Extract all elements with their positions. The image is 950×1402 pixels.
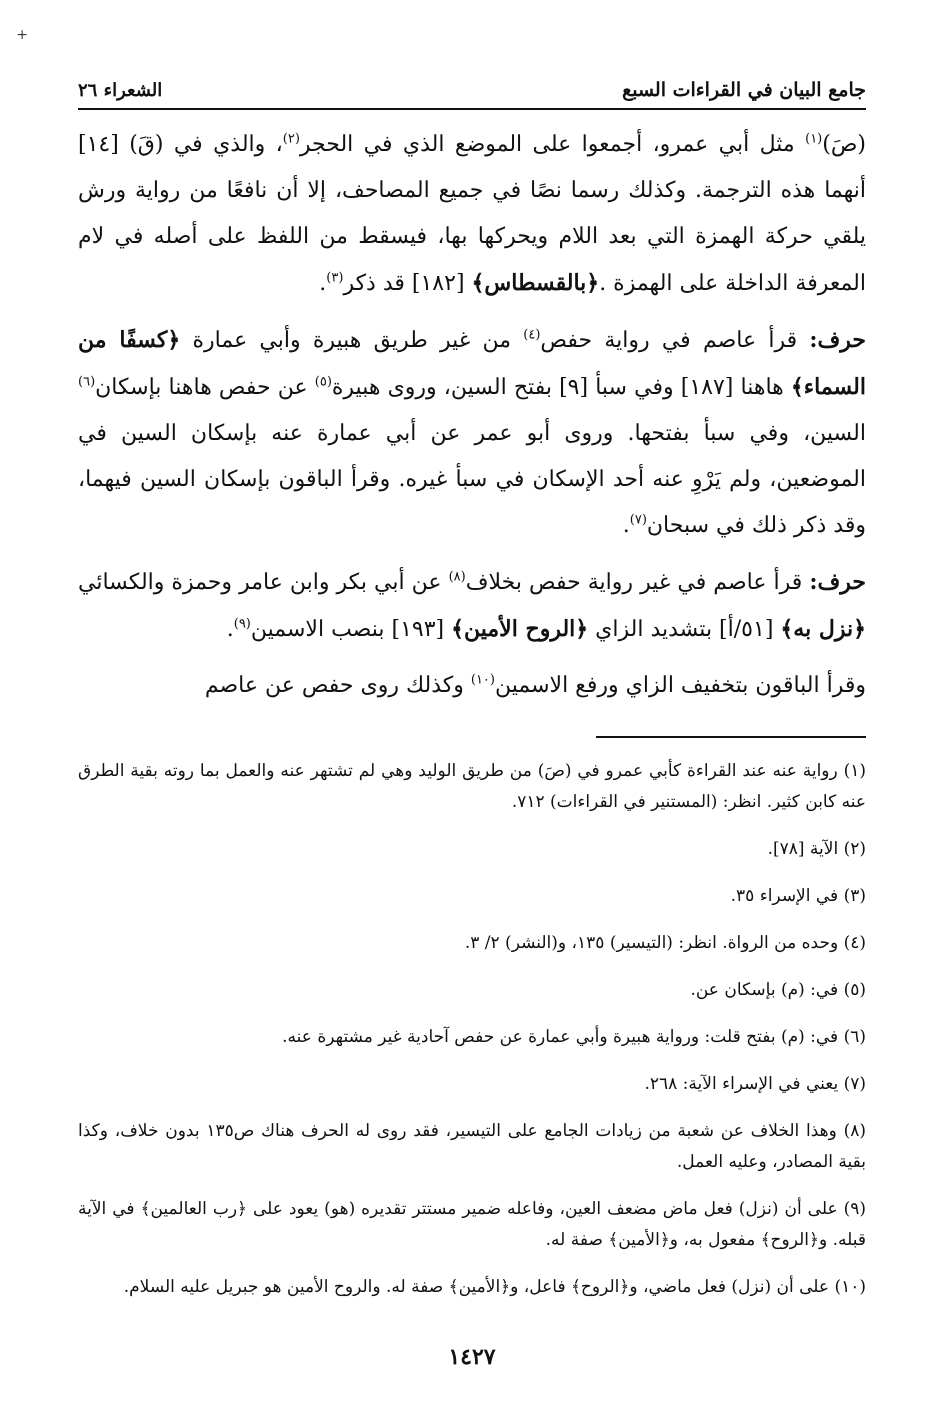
text: من غير طريق هبيرة وأبي عمارة <box>180 328 524 353</box>
footnote-4: (٤) وحده من الرواة. انظر: (التيسير) ١٣٥، و(النشر) ٢/ ٣. <box>464 933 866 953</box>
harf-label: حرف: <box>809 569 866 595</box>
text: قرأ عاصم في رواية حفص <box>540 328 810 353</box>
footnote-ref-6: (٦) <box>78 374 96 390</box>
footnote-separator <box>596 736 866 738</box>
footnote-6: (٦) في: (م) بفتح قلت: ورواية هبيرة وأبي عمارة عن حفص آحادية غير مشتهرة عنه. <box>282 1027 866 1047</box>
text: عن حفص هاهنا بإسكان <box>95 375 315 400</box>
page-content <box>16 0 867 1402</box>
text: . <box>622 513 630 538</box>
footnotes <box>78 756 866 1319</box>
corner-mark: + <box>16 27 28 43</box>
page-header <box>78 72 866 110</box>
footnote-10: (١٠) على أن (نزل) فعل ماضي، و﴿الروح﴾ فاعل، و﴿الأمين﴾ صفة له. والروح الأمين هو جبريل عليه السلام. <box>123 1277 866 1297</box>
text: ، والذي في (قَ) [١٤] أنهما هذه الترجمة. وكذلك رسما نصًا في جميع المصاحف، إلا أن نافعًا من رواية ورش يلقي حركة الهمزة التي بعد اللام ويحركها بها، فيسقط من اللفظ على أصله في لام المعرفة الداخلة على الهمزة . <box>78 132 866 296</box>
harf-label: حرف: <box>809 327 866 353</box>
footnote-7: (٧) يعني في الإسراء الآية: ٢٦٨. <box>644 1074 866 1094</box>
text: عن أبي بكر وابن عامر وحمزة والكسائي <box>78 570 449 595</box>
footnote-1: (١) رواية عنه عند القراءة كأبي عمرو في (صَ) من طريق الوليد وهي لم تشتهر عنه والعمل بما روته بقية الطرق عنه كابن كثير. انظر: (المستنير في القراءات) ٧١٢. <box>78 761 866 812</box>
running-head: جامع البيان في القراءات السبع <box>622 79 866 101</box>
quranic-word: ﴿كسفًا من السماء﴾ <box>78 327 866 400</box>
text: . <box>319 271 327 296</box>
paragraph-3 <box>78 559 866 653</box>
text: [١٩٣] بنصب الاسمين <box>250 617 452 642</box>
text: هاهنا [١٨٧] وفي سبأ [٩] بفتح السين، وروى هبيرة <box>331 375 791 400</box>
text: وكذلك روى حفص عن عاصم <box>204 673 471 698</box>
text: وقرأ الباقون بتخفيف الزاي ورفع الاسمين <box>494 673 866 698</box>
text: [١٨٢] قد ذكر <box>343 271 472 296</box>
paragraph-1 <box>78 122 866 307</box>
paragraph-2 <box>78 317 866 549</box>
footnote-ref-2: (٢) <box>282 131 300 147</box>
footnote-8: (٨) وهذا الخلاف عن شعبة من زيادات الجامع على التيسير، فقد روى له الحرف هناك ص١٣٥ بدون خلاف، وكذا بقية المصادر، وعليه العمل. <box>78 1121 866 1172</box>
quranic-word: ﴿نزل به﴾ <box>780 616 866 642</box>
footnote-9: (٩) على أن (نزل) فعل ماض مضعف العين، وفاعله ضمير مستتر تقديره (هو) يعود على ﴿رب العالمين﴾ في الآية قبله. و﴿الروح﴾ مفعول به، و﴿الأمين﴾ صفة له. <box>78 1199 866 1250</box>
footnote-ref-5: (٥) <box>314 374 332 390</box>
quranic-word: ﴿بالقسطاس﴾ <box>471 270 600 296</box>
page-number: ١٤٢٧ <box>448 1344 496 1370</box>
footnote-ref-3: (٣) <box>326 270 344 286</box>
footnote-ref-4: (٤) <box>523 327 541 343</box>
text: السين، وفي سبأ بفتحها. وروى أبو عمر عن أبي عمارة عنه بإسكان السين في الموضعين، ولم يَرْوِ عنه أحد الإسكان في سبأ غيره. وقرأ الباقون بإسكان السين فيهما، وقد ذكر ذلك في سبحان <box>78 421 866 538</box>
text: (صَ) <box>822 132 867 157</box>
footnote-ref-8: (٨) <box>448 569 466 585</box>
paragraph-4 <box>78 663 866 709</box>
footnote-ref-1: (١) <box>805 131 823 147</box>
footnote-ref-7: (٧) <box>629 512 647 528</box>
text: قرأ عاصم في غير رواية حفص بخلاف <box>465 570 810 595</box>
footnote-2: (٢) الآية [٧٨]. <box>767 839 866 859</box>
section-reference: الشعراء ٢٦ <box>78 79 163 101</box>
main-text <box>78 122 866 709</box>
footnote-ref-9: (٩) <box>233 616 251 632</box>
quranic-word: ﴿الروح الأمين﴾ <box>451 616 589 642</box>
footnote-ref-10: (١٠) <box>470 672 495 688</box>
text: [٥١/أ] بتشديد الزاي <box>588 617 781 642</box>
footnote-5: (٥) في: (م) بإسكان عن. <box>690 980 866 1000</box>
text: مثل أبي عمرو، أجمعوا على الموضع الذي في الحجر <box>299 132 806 157</box>
footnote-3: (٣) في الإسراء ٣٥. <box>730 886 866 906</box>
text: . <box>226 617 234 642</box>
